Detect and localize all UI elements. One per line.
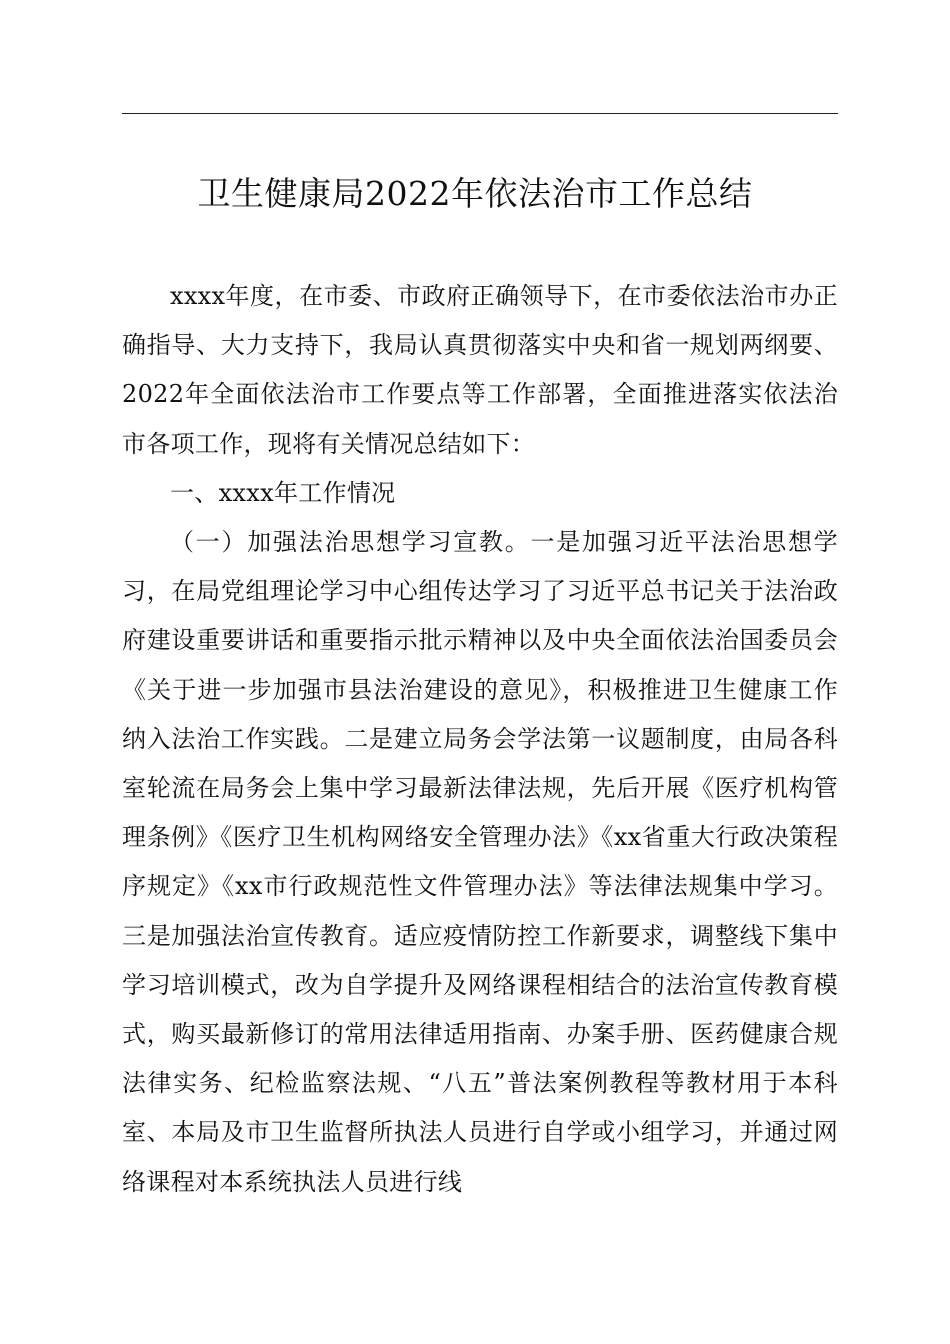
section-heading: 一、xxxx年工作情况 bbox=[170, 478, 396, 507]
header-rule bbox=[122, 113, 838, 114]
intro-paragraph: xxxx年度，在市委、市政府正确领导下，在市委依法治市办正确指导、大力支持下，我局认真贯彻落实中央和省一规划两纲要、2022年全面依法治市工作要点等工作部署，全面推进落实依法治市各项工作，现将有关情况总结如下： bbox=[122, 282, 838, 458]
document-title: 卫生健康局2022年依法治市工作总结 bbox=[197, 174, 753, 213]
section-paragraph: （一）加强法治思想学习宣教。一是加强习近平法治思想学习，在局党组理论学习中心组传达学习了习近平总书记关于法治政府建设重要讲话和重要指示批示精神以及中央全面依法治国委员会《关于进一步加强市县法治建设的意见》，积极推进卫生健康工作纳入法治工作实践。二是建立局务会学法第一议题制度，由局各科室轮流在局务会上集中学习最新法律法规，先后开展《医疗机构管理条例》《医疗卫生机构网络安全管理办法》《xx省重大行政决策程序规定》《xx市行政规范性文件管理办法》等法律法规集中学习。三是加强法治宣传教育。适应疫情防控工作新要求，调整线下集中学习培训模式，改为自学提升及网络课程相结合的法治宣传教育模式，购买最新修订的常用法律适用指南、办案手册、医药健康合规法律实务、纪检监察法规、“八五”普法案例教程等教材用于本科室、本局及市卫生监督所执法人员进行自学或小组学习，并通过网络课程对本系统执法人员进行线 bbox=[122, 528, 838, 1196]
document-body bbox=[122, 272, 838, 1207]
